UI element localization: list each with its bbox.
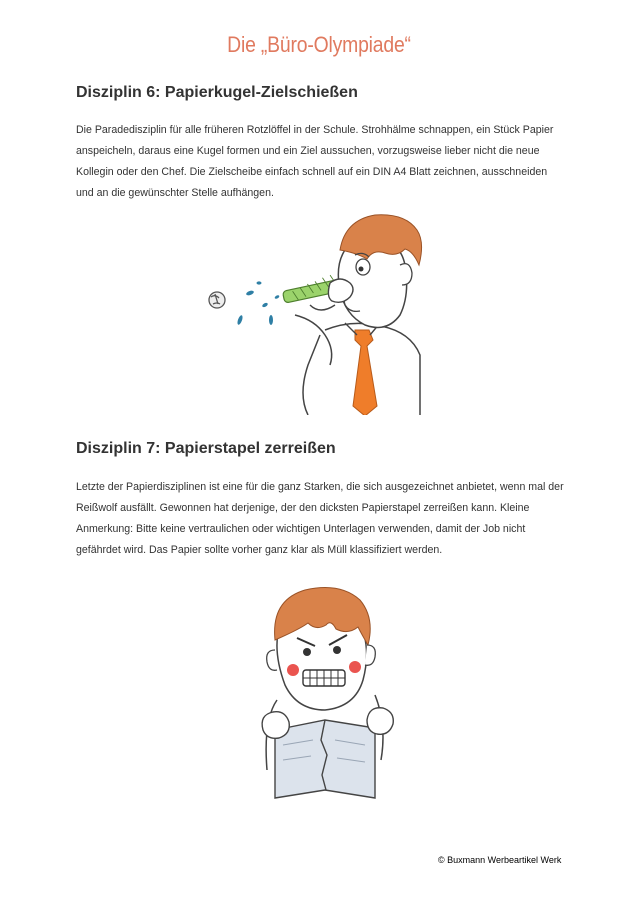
teeth-icon xyxy=(303,670,345,686)
man-tearing-paper-illustration xyxy=(255,580,405,810)
cheek-left-icon xyxy=(287,664,299,676)
section-heading-disziplin-6: Disziplin 6: Papierkugel-Zielschießen xyxy=(76,84,358,101)
page-title: Die „Büro-Olympiade“ xyxy=(227,32,411,57)
cheek-right-icon xyxy=(349,661,361,673)
spit-drops-icon xyxy=(236,281,280,325)
paper-ball-icon xyxy=(209,292,225,308)
man-blowing-straw-illustration xyxy=(195,205,435,415)
paper-stack-icon xyxy=(275,720,375,798)
hand-left-outline xyxy=(262,712,289,739)
hand-right-outline xyxy=(367,708,393,735)
section-heading-disziplin-7: Disziplin 7: Papierstapel zerreißen xyxy=(76,440,336,457)
section-body-disziplin-7: Letzte der Papierdisziplinen ist eine für die ganz Starken, die sich ausgezeichnet anbietet, wenn mal der Reißwolf ausfällt. Gewonnen hat derjenige, der den dicksten Papierstapel zerreißen kann. Kleine Anmerkung: Bitte keine vertraulichen oder wichtigen Unterlagen verwenden, damit der Job nicht gefährdet wird. Das Papier sollte vorher ganz klar als Müll klassifiziert werden. xyxy=(76,481,564,556)
tie-icon xyxy=(353,330,377,415)
copyright-footer: © Buxmann Werbeartikel Werk xyxy=(438,855,562,865)
section-body-disziplin-6: Die Paradedisziplin für alle früheren Rotzlöffel in der Schule. Strohhälme schnappen, ein Stück Papier anspeicheln, daraus eine Kugel formen und ein Ziel aussuchen, vorzugsweise lieber nicht die neue Kollegin oder den Chef. Die Zielscheibe einfach schnell auf ein DIN A4 Blatt zeichnen, ausschneiden und an die gewünschter Stelle aufhängen. xyxy=(76,124,554,199)
